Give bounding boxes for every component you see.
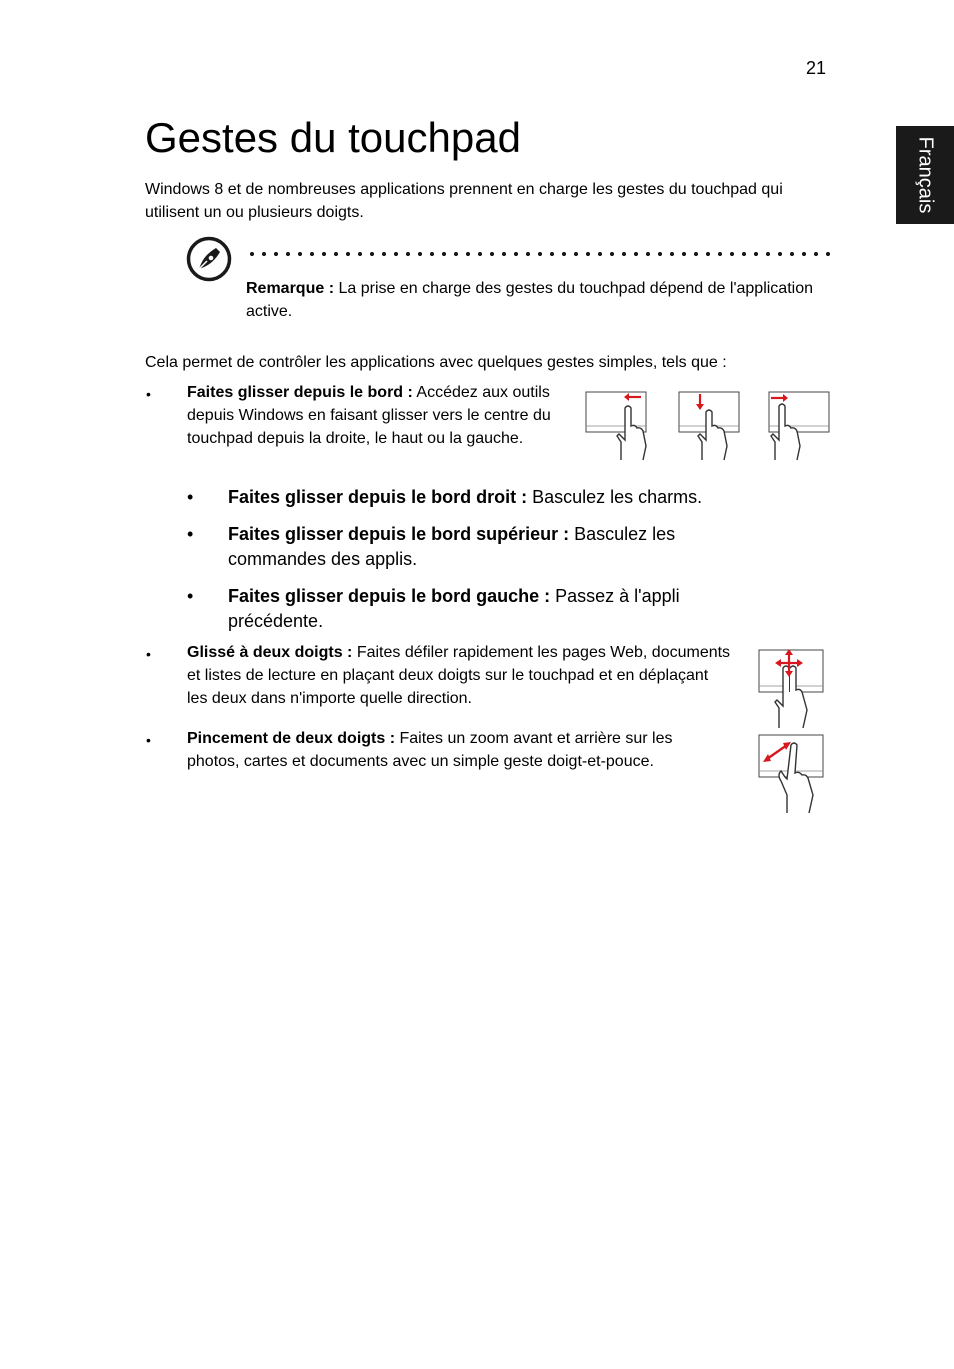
edge-swipe-text: Accédez aux outils depuis Windows en faisant glisser vers le centre du touchpad depuis la droite, le haut ou la gauche. (187, 384, 551, 447)
note-label: Remarque : (246, 280, 335, 297)
swipe-top-edge-icon (678, 390, 746, 462)
lead-paragraph: Cela permet de contrôler les applications avec quelques gestes simples, tels que : (145, 354, 727, 371)
note-body: La prise en charge des gestes du touchpad dépend de l'application active. (246, 280, 813, 320)
two-finger-item (187, 641, 732, 710)
note-text (246, 277, 821, 323)
pinch-zoom-icon (757, 733, 825, 815)
sub-item-left-edge (228, 584, 768, 634)
edge-swipe-item (187, 381, 565, 450)
sub-item-label: Faites glisser depuis le bord droit : (228, 487, 528, 507)
swipe-right-edge-icon (585, 390, 653, 462)
two-finger-text: Faites défiler rapidement les pages Web, documents et listes de lecture en plaçant deux doigts sur le touchpad et en déplaçant les deux dans n'importe quelle direction. (187, 644, 731, 707)
bullet-marker: • (146, 646, 151, 662)
swipe-left-edge-icon (765, 390, 833, 462)
page-number: 21 (806, 58, 827, 78)
bullet-marker: • (187, 524, 194, 544)
note-divider (246, 251, 830, 257)
bullet-marker: • (187, 487, 194, 507)
sub-item-text: Basculez les commandes des applis. (228, 524, 676, 569)
sub-item-label: Faites glisser depuis le bord supérieur : (228, 524, 570, 544)
bullet-marker: • (146, 386, 151, 402)
bullet-marker: • (146, 732, 151, 748)
language-tab (896, 126, 954, 224)
pinch-text: Faites un zoom avant et arrière sur les photos, cartes et documents avec un simple geste doigt-et-pouce. (187, 730, 673, 770)
intro-paragraph: Windows 8 et de nombreuses applications prennent en charge les gestes du touchpad qui utilisent un ou plusieurs doigts. (145, 181, 783, 221)
sub-item-right-edge (228, 485, 788, 510)
sub-item-label: Faites glisser depuis le bord gauche : (228, 586, 551, 606)
pinch-label: Pincement de deux doigts : (187, 730, 396, 747)
note-pen-icon (186, 236, 232, 282)
two-finger-scroll-icon (757, 648, 825, 730)
sub-item-text: Basculez les charms. (527, 487, 703, 507)
edge-swipe-label: Faites glisser depuis le bord : (187, 384, 413, 401)
sub-item-text: Passez à l'appli précédente. (228, 586, 680, 631)
page-title: Gestes du touchpad (145, 114, 521, 161)
two-finger-label: Glissé à deux doigts : (187, 644, 353, 661)
language-tab-label: Français (914, 136, 937, 214)
pinch-item (187, 727, 727, 773)
bullet-marker: • (187, 586, 194, 606)
sub-item-top-edge (228, 522, 768, 572)
